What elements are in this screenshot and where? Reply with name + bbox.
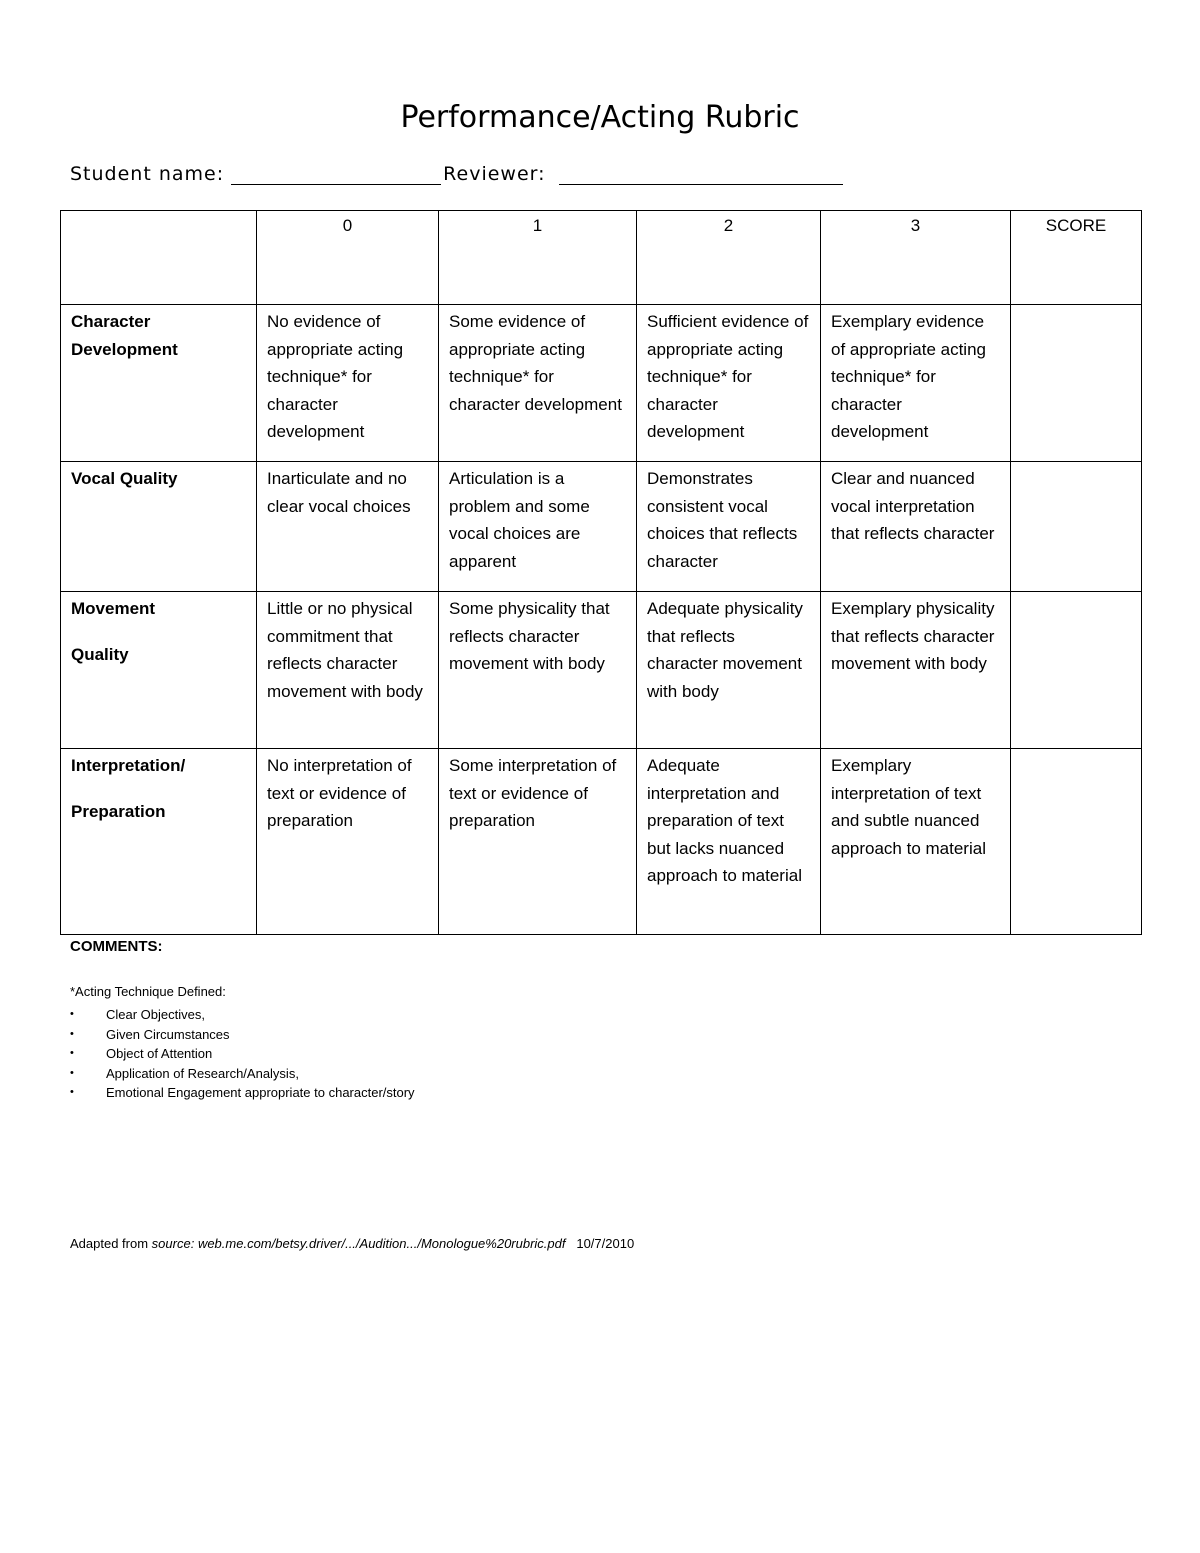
- reviewer-label: Reviewer:: [443, 163, 546, 185]
- student-name-label: Student name:: [70, 163, 225, 185]
- student-name-blank[interactable]: [231, 164, 441, 185]
- table-header-row: [61, 211, 1142, 305]
- criterion-line: Character: [71, 312, 151, 331]
- list-item: [70, 1005, 415, 1025]
- criterion-character-development: [61, 305, 257, 462]
- level-3-cell: Exemplary physicality that reflects character movement with body: [821, 592, 1011, 749]
- level-1-cell: Some evidence of appropriate acting technique* for character development: [439, 305, 637, 462]
- rubric-table: [60, 210, 1142, 935]
- bullet-icon: •: [70, 1047, 74, 1060]
- level-2-cell: Adequate physicality that reflects character movement with body: [637, 592, 821, 749]
- list-item-text: Emotional Engagement appropriate to character/story: [106, 1085, 415, 1101]
- level-1-cell: Some physicality that reflects character movement with body: [439, 592, 637, 749]
- technique-heading: *Acting Technique Defined:: [70, 984, 226, 999]
- bullet-icon: •: [70, 1027, 74, 1040]
- attribution-date: 10/7/2010: [576, 1236, 635, 1251]
- header-cell-criterion: [61, 211, 257, 305]
- level-2-cell: Adequate interpretation and preparation of text but lacks nuanced approach to material: [637, 749, 821, 935]
- criterion-line: Development: [71, 339, 178, 359]
- level-0-cell: No evidence of appropriate acting technique* for character development: [257, 305, 439, 462]
- level-2-cell: Sufficient evidence of appropriate acting technique* for character development: [637, 305, 821, 462]
- header-cell-2: 2: [637, 211, 821, 305]
- score-cell[interactable]: [1011, 462, 1142, 592]
- table-row: [61, 749, 1142, 935]
- list-item-text: Clear Objectives,: [106, 1007, 205, 1022]
- header-cell-score: SCORE: [1011, 211, 1142, 305]
- score-cell[interactable]: [1011, 592, 1142, 749]
- level-3-cell: Exemplary evidence of appropriate acting technique* for character development: [821, 305, 1011, 462]
- level-1-cell: Articulation is a problem and some vocal choices are apparent: [439, 462, 637, 592]
- header-fields: [70, 163, 843, 185]
- list-item: [70, 1025, 415, 1045]
- list-item: [70, 1083, 415, 1103]
- criterion-line: Movement: [71, 599, 156, 618]
- bullet-icon: •: [70, 1086, 74, 1099]
- criterion-line: Preparation: [71, 801, 166, 821]
- level-2-cell: Demonstrates consistent vocal choices that reflects character: [637, 462, 821, 592]
- list-item: [70, 1044, 415, 1064]
- list-item-text: Given Circumstances: [106, 1026, 230, 1042]
- criterion-line: Interpretation/: [71, 756, 186, 775]
- criterion-movement-quality: [61, 592, 257, 749]
- header-cell-0: 0: [257, 211, 439, 305]
- criterion-line: Quality: [71, 644, 129, 664]
- table-row: [61, 305, 1142, 462]
- list-item: [70, 1064, 415, 1084]
- technique-list: [70, 1005, 415, 1103]
- attribution-source-path: web.me.com/betsy.driver/.../Audition.../Monologue%20rubric.pdf: [197, 1236, 566, 1251]
- page-title: Performance/Acting Rubric: [400, 100, 800, 135]
- table-row: [61, 462, 1142, 592]
- level-3-cell: Clear and nuanced vocal interpretation that reflects character: [821, 462, 1011, 592]
- header-cell-3: 3: [821, 211, 1011, 305]
- level-0-cell: Little or no physical commitment that reflects character movement with body: [257, 592, 439, 749]
- reviewer-blank[interactable]: [559, 164, 843, 185]
- bullet-icon: •: [70, 1066, 74, 1079]
- table-row: [61, 592, 1142, 749]
- criterion-line: Vocal Quality: [71, 469, 178, 488]
- level-3-cell: Exemplary interpretation of text and subtle nuanced approach to material: [821, 749, 1011, 935]
- bullet-icon: •: [70, 1008, 74, 1020]
- criterion-interpretation-preparation: [61, 749, 257, 935]
- comments-label: COMMENTS:: [70, 938, 163, 955]
- level-0-cell: No interpretation of text or evidence of preparation: [257, 749, 439, 935]
- list-item-text: Object of Attention: [106, 1046, 213, 1062]
- attribution-line: [70, 1236, 634, 1251]
- list-item-text: Application of Research/Analysis,: [106, 1065, 299, 1081]
- score-cell[interactable]: [1011, 305, 1142, 462]
- level-0-cell: Inarticulate and no clear vocal choices: [257, 462, 439, 592]
- attribution-source-label: source:: [151, 1236, 195, 1251]
- score-cell[interactable]: [1011, 749, 1142, 935]
- criterion-vocal-quality: [61, 462, 257, 592]
- level-1-cell: Some interpretation of text or evidence of preparation: [439, 749, 637, 935]
- header-cell-1: 1: [439, 211, 637, 305]
- attribution-prefix: Adapted from: [70, 1236, 149, 1251]
